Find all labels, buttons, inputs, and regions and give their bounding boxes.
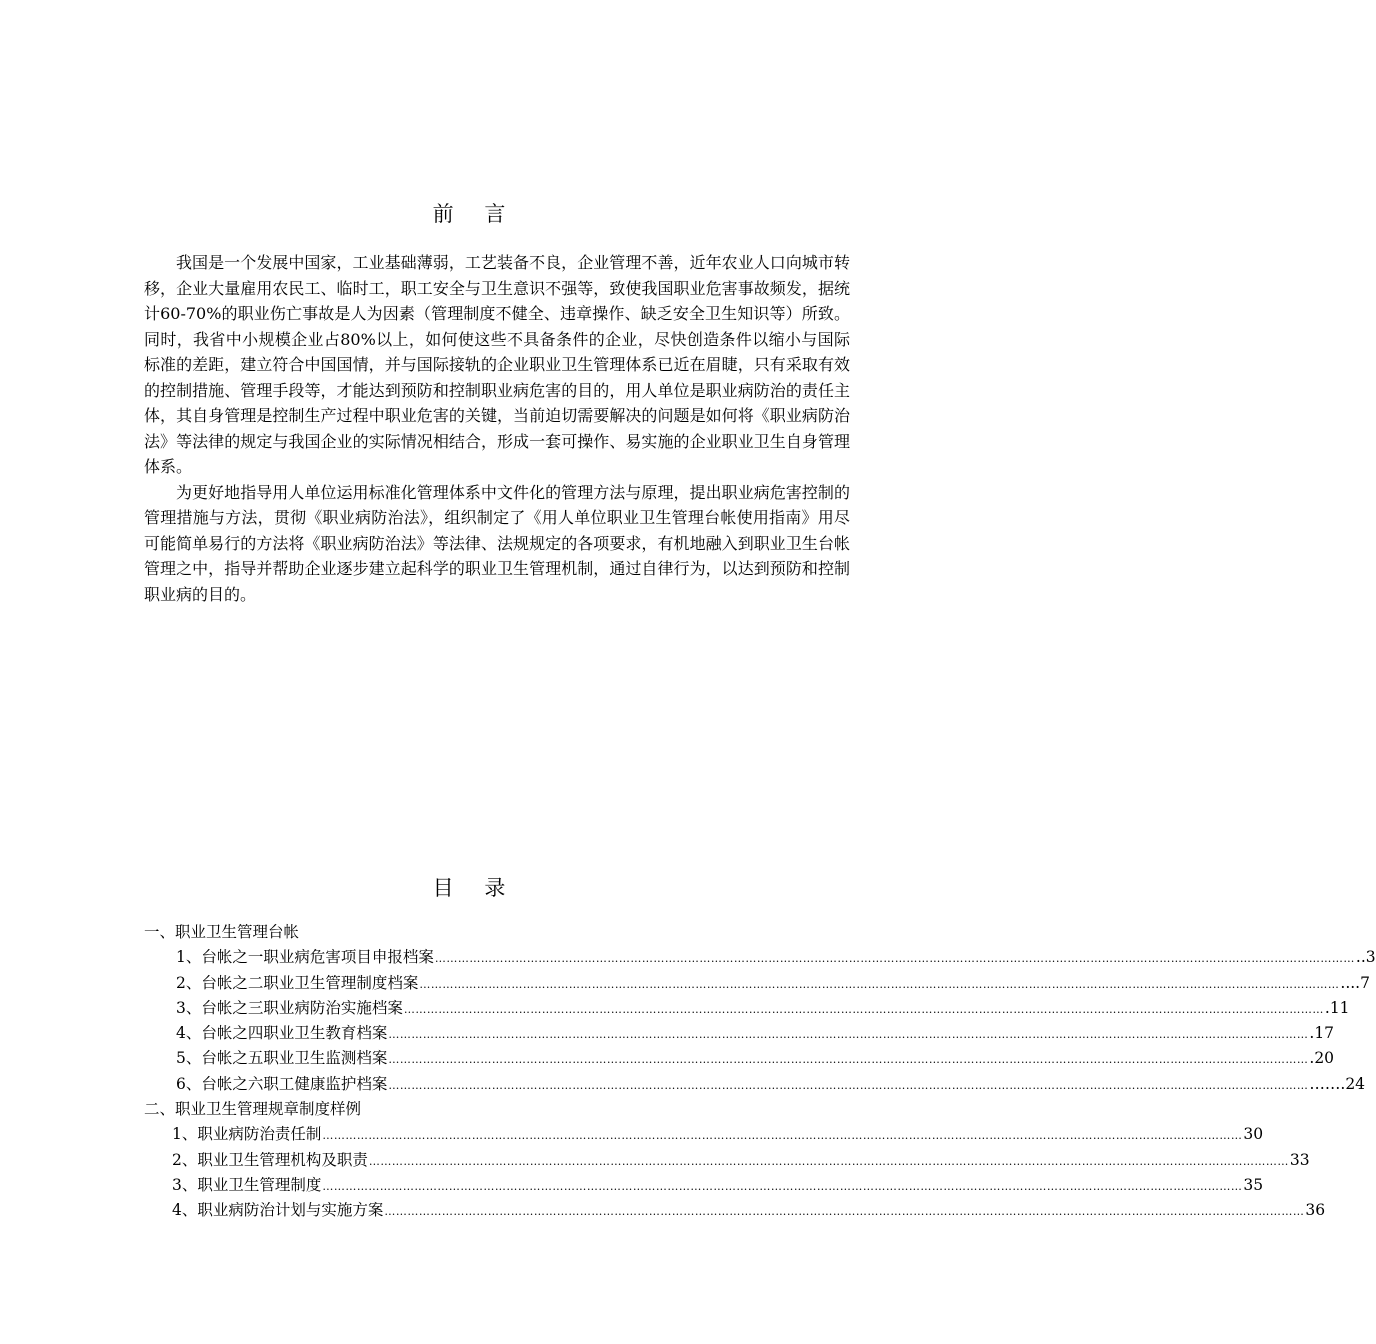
toc-entry-text: 职业病防治责任制 [197, 1125, 322, 1144]
toc-leader-dots: …………………………………………………………………………………………………………………………………………………………………………………………………………………… [368, 1154, 1289, 1168]
toc-entry-page: 33 [1289, 1150, 1310, 1169]
toc-entry-number: 1、台帐之一 [176, 948, 264, 967]
toc-leader-dots: …………………………………………………………………………………………………………………………………………………………………………………………………………………… [403, 1002, 1324, 1016]
toc-entry-text: 职业卫生教育档案 [263, 1024, 388, 1043]
toc-entry [144, 971, 1370, 996]
toc-leader-dots: …………………………………………………………………………………………………………………………………………………………………………………………………………………… [434, 952, 1355, 966]
toc-leader-dots: …………………………………………………………………………………………………………………………………………………………………………………………………………………… [322, 1179, 1243, 1193]
toc-entry [144, 945, 1376, 970]
toc-leader-dots: …………………………………………………………………………………………………………………………………………………………………………………………………………………… [384, 1205, 1305, 1219]
toc-entry-page: ....7 [1340, 973, 1370, 992]
toc-entry-text: 职业卫生管理机构及职责 [197, 1150, 368, 1169]
toc-entry-number: 1、 [172, 1125, 198, 1144]
preface-paragraph: 为更好地指导用人单位运用标准化管理体系中文件化的管理方法与原理，提出职业病危害控制的管理措施与方法，贯彻《职业病防治法》，组织制定了《用人单位职业卫生管理台帐使用指南》用尽可能简单易行的方法将《职业病防治法》等法律、法规规定的各项要求，有机地融入到职业卫生台帐管理之中，指导并帮助企业逐步建立起科学的职业卫生管理机制，通过自律行为，以达到预防和控制职业病的目的。 [144, 482, 850, 604]
toc-entry-page: .11 [1324, 998, 1350, 1017]
toc-entry [144, 1173, 1264, 1198]
toc-entry-page: ..3 [1355, 948, 1376, 967]
toc-entry [144, 1046, 1335, 1071]
toc-entry-number: 2、 [172, 1150, 198, 1169]
toc-entry [144, 1198, 1326, 1223]
toc-entry-text: 职业卫生管理制度 [197, 1175, 322, 1194]
toc-title: 目 录 [432, 876, 518, 900]
toc-entry [144, 996, 1350, 1021]
toc-entry-text: 职工健康监护档案 [263, 1074, 388, 1093]
toc-entry-page: .20 [1309, 1049, 1335, 1068]
toc-entry-number: 2、台帐之二 [176, 973, 264, 992]
toc-entry [144, 1148, 1310, 1173]
toc-entry-number: 4、 [172, 1201, 198, 1220]
toc-entry-text: 职业病危害项目申报档案 [263, 948, 434, 967]
toc-entry-text: 职业卫生管理制度档案 [263, 973, 419, 992]
toc-entry-number: 3、台帐之三 [176, 998, 264, 1017]
toc-leader-dots: …………………………………………………………………………………………………………………………………………………………………………………………………………………… [388, 1053, 1309, 1067]
toc-entry [144, 1021, 1335, 1046]
preface-title: 前 言 [432, 202, 518, 226]
toc-entry [144, 1122, 1264, 1147]
toc-leader-dots: …………………………………………………………………………………………………………………………………………………………………………………………………………………… [388, 1078, 1309, 1092]
toc-leader-dots: …………………………………………………………………………………………………………………………………………………………………………………………………………………… [322, 1129, 1243, 1143]
toc-entry-text: 职业卫生监测档案 [263, 1049, 388, 1068]
preface-paragraph: 我国是一个发展中国家，工业基础薄弱，工艺装备不良，企业管理不善，近年农业人口向城市转移，企业大量雇用农民工、临时工，职工安全与卫生意识不强等，致使我国职业危害事故频发，据统计60-70%的职业伤亡事故是人为因素（管理制度不健全、违章操作、缺乏安全卫生知识等）所致。同时，我省中小规模企业占80%以上，如何使这些不具备条件的企业，尽快创造条件以缩小与国际标准的差距，建立符合中国国情，并与国际接轨的企业职业卫生管理体系已近在眉睫，只有采取有效的控制措施、管理手段等，才能达到预防和控制职业病危害的目的，用人单位是职业病防治的责任主体，其自身管理是控制生产过程中职业危害的关键，当前迫切需要解决的问题是如何将《职业病防治法》等法律的规定与我国企业的实际情况相结合，形成一套可操作、易实施的企业职业卫生自身管理体系。 [144, 253, 850, 476]
toc-section-ledgers: 一、职业卫生管理台帐 [144, 923, 300, 941]
table-of-contents [144, 920, 1376, 1224]
toc-entry-page: .17 [1309, 1024, 1335, 1043]
toc-entry-page: …….24 [1309, 1074, 1366, 1093]
toc-entry-page: 36 [1305, 1201, 1326, 1220]
toc-section-regulations: 二、职业卫生管理规章制度样例 [144, 1100, 362, 1119]
toc-entry-text: 职业病防治计划与实施方案 [197, 1201, 384, 1220]
toc-entry-page: 30 [1243, 1125, 1264, 1144]
toc-entry-page: 35 [1243, 1175, 1264, 1194]
preface-body [144, 250, 850, 607]
toc-entry-number: 4、台帐之四 [176, 1024, 264, 1043]
toc-entry [144, 1072, 1366, 1097]
toc-entry-number: 6、台帐之六 [176, 1074, 264, 1093]
toc-entry-number: 3、 [172, 1175, 198, 1194]
toc-entry-text: 职业病防治实施档案 [263, 998, 403, 1017]
toc-leader-dots: …………………………………………………………………………………………………………………………………………………………………………………………………………………… [388, 1028, 1309, 1042]
toc-entry-number: 5、台帐之五 [176, 1049, 264, 1068]
toc-leader-dots: …………………………………………………………………………………………………………………………………………………………………………………………………………………… [419, 977, 1340, 991]
